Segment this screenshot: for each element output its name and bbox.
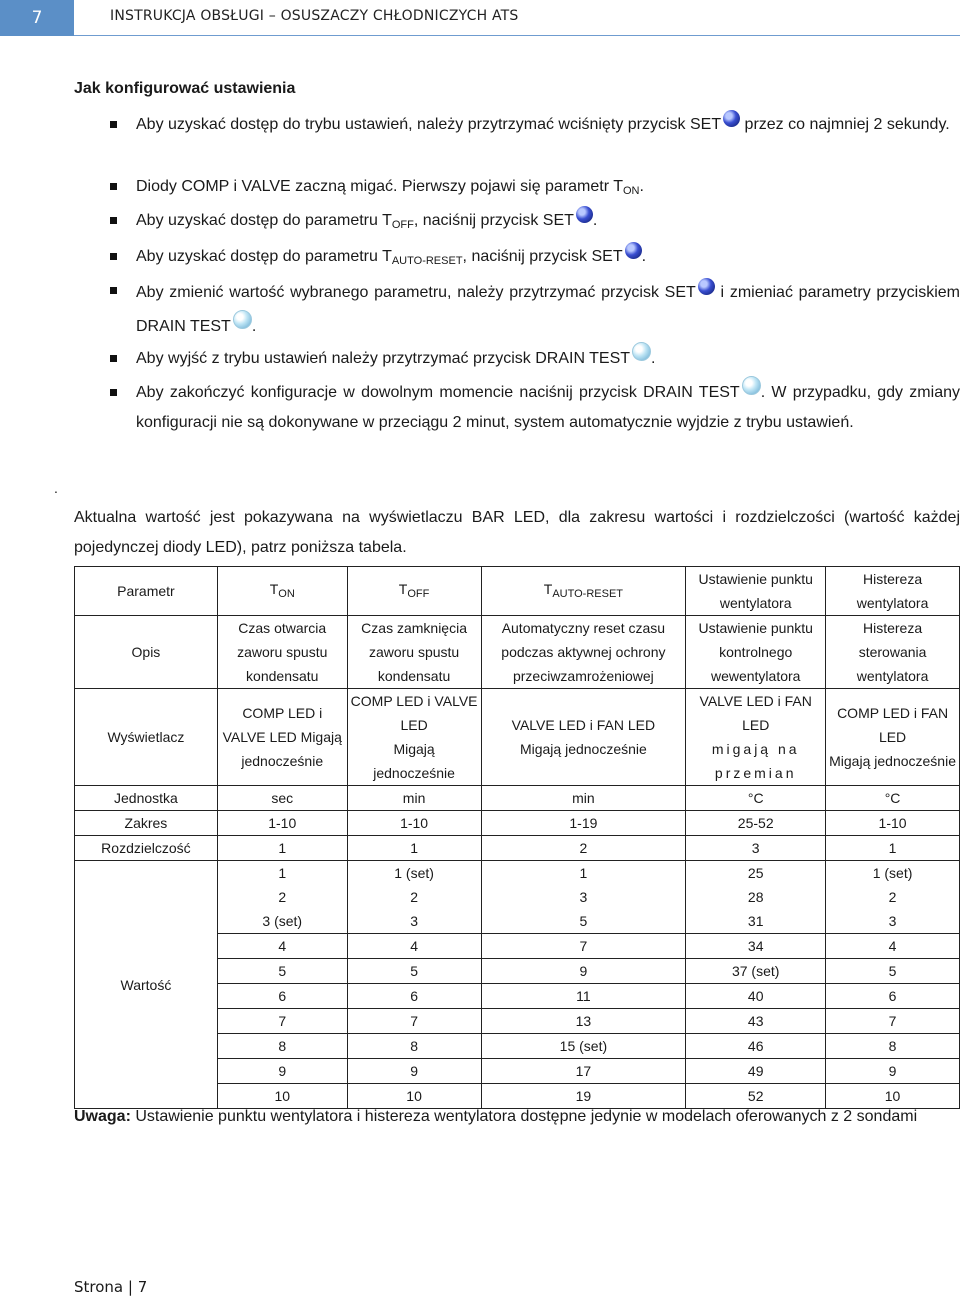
table-cell: 46 [686, 1034, 826, 1059]
table-cell: min [481, 786, 686, 811]
table-cell: Automatyczny reset czasu podczas aktywnej ochrony przeciwzamrożeniowej [481, 616, 686, 689]
bullet-square-icon [110, 355, 117, 362]
table-cell: VALVE LED i FAN LED migają na przemian [686, 689, 826, 786]
header-cell: Ustawienie punktu wentylatora [686, 567, 826, 616]
table-cell: Histereza sterowania wentylatora [826, 616, 960, 689]
table-cell: min [347, 786, 481, 811]
list-item: Diody COMP i VALVE zaczną migać. Pierwszy pojawi się parametr $T_{ON}$. [110, 172, 960, 206]
list-item: Aby uzyskać dostęp do parametru $T_{OFF}$, naciśnij przycisk SET . [110, 206, 960, 240]
table-cell: 1 (set) 2 3 [826, 861, 960, 934]
table-cell: 8 [347, 1034, 481, 1059]
list-item: Aby zakończyć konfiguracje w dowolnym momencie naciśnij przycisk DRAIN TEST . W przypadku, gdy zmiany konfiguracji nie są dokonywane w przeciągu 2 minut, system automatycznie wyjdzie z trybu ustawień. [110, 378, 960, 438]
bullet-square-icon [110, 287, 117, 294]
row-label: Zakres [75, 811, 218, 836]
table-cell: 1 [826, 836, 960, 861]
table-cell: 9 [826, 1059, 960, 1084]
header-cell: Histereza wentylatora [826, 567, 960, 616]
row-label: Rozdzielczość [75, 836, 218, 861]
table-cell: COMP LED i VALVE LED Migają jednocześnie [217, 689, 347, 786]
header-cell: $T_{ON}$ [217, 567, 347, 616]
table-cell: 1 [347, 836, 481, 861]
table-cell: 11 [481, 984, 686, 1009]
table-cell: 4 [826, 934, 960, 959]
table-header-row [75, 567, 960, 616]
parameter-table [74, 566, 960, 1109]
table-cell: 1-10 [217, 811, 347, 836]
header-title: INSTRUKCJA OBSŁUGI – OSUSZACZY CHŁODNICZYCH ATS [110, 8, 519, 24]
table-cell: 10 [347, 1084, 481, 1109]
bullet-square-icon [110, 253, 117, 260]
drain-test-button-icon [742, 376, 761, 395]
table-cell: 4 [217, 934, 347, 959]
table-cell: °C [826, 786, 960, 811]
table-row [75, 861, 960, 934]
header-cell: $T_{OFF}$ [347, 567, 481, 616]
table-cell: 1 3 5 [481, 861, 686, 934]
header-divider [74, 35, 960, 36]
set-button-icon [723, 110, 740, 127]
set-button-icon [576, 206, 593, 223]
table-cell: 7 [481, 934, 686, 959]
list-item: Aby uzyskać dostęp do parametru $T_{AUTO-RESET}$, naciśnij przycisk SET . [110, 242, 960, 276]
table-cell: 1-19 [481, 811, 686, 836]
table-cell: 6 [826, 984, 960, 1009]
table-cell: 1 2 3 (set) [217, 861, 347, 934]
table-cell: 6 [217, 984, 347, 1009]
table-cell: 43 [686, 1009, 826, 1034]
list-item: Aby zmienić wartość wybranego parametru, należy przytrzymać przycisk SET i zmieniać parametry przyciskiem DRAIN TEST . [110, 276, 960, 344]
drain-test-button-icon [233, 310, 252, 329]
table-cell: 25-52 [686, 811, 826, 836]
table-cell: 15 (set) [481, 1034, 686, 1059]
bullet-square-icon [110, 217, 117, 224]
header-cell: Parametr [75, 567, 218, 616]
header-page-number: 7 [0, 0, 74, 36]
table-cell: 2 [481, 836, 686, 861]
page-header [0, 0, 960, 36]
table-cell: Czas otwarcia zaworu spustu kondensatu [217, 616, 347, 689]
drain-test-button-icon [632, 342, 651, 361]
table-cell: COMP LED i FAN LED Migają jednocześnie [826, 689, 960, 786]
row-label: Wartość [75, 861, 218, 1109]
table-cell: 9 [347, 1059, 481, 1084]
table-cell: 13 [481, 1009, 686, 1034]
bullet-square-icon [110, 389, 117, 396]
table-cell: 7 [217, 1009, 347, 1034]
table-cell: 8 [826, 1034, 960, 1059]
table-cell: 37 (set) [686, 959, 826, 984]
set-button-icon [698, 278, 715, 295]
header-cell: $T_{AUTO-RESET}$ [481, 567, 686, 616]
table-row [75, 836, 960, 861]
bullet-square-icon [110, 121, 117, 128]
table-cell: 1-10 [347, 811, 481, 836]
table-cell: 17 [481, 1059, 686, 1084]
list-item: Aby wyjść z trybu ustawień należy przytrzymać przycisk DRAIN TEST . [110, 344, 960, 374]
bullet-square-icon [110, 183, 117, 190]
table-cell: 5 [826, 959, 960, 984]
table-cell: 9 [217, 1059, 347, 1084]
table-cell: 1 [217, 836, 347, 861]
table-cell: 10 [826, 1084, 960, 1109]
table-cell: 40 [686, 984, 826, 1009]
value-rows [75, 861, 960, 1109]
table-cell: 8 [217, 1034, 347, 1059]
table-cell: 1 (set) 2 3 [347, 861, 481, 934]
list-item: Aby uzyskać dostęp do trybu ustawień, należy przytrzymać wciśnięty przycisk SET przez co najmniej 2 sekundy. [110, 110, 960, 140]
table-cell: 7 [347, 1009, 481, 1034]
table-cell: 6 [347, 984, 481, 1009]
table-cell: VALVE LED i FAN LED Migają jednocześnie [481, 689, 686, 786]
table-cell: 7 [826, 1009, 960, 1034]
note-label: Uwaga: [74, 1108, 131, 1125]
table-cell: 34 [686, 934, 826, 959]
stray-dot: . [54, 480, 58, 496]
table-cell: 9 [481, 959, 686, 984]
table-cell: 10 [217, 1084, 347, 1109]
table-cell: sec [217, 786, 347, 811]
table-cell: 5 [347, 959, 481, 984]
table-row [75, 811, 960, 836]
table-cell: Czas zamknięcia zaworu spustu kondensatu [347, 616, 481, 689]
note-text: Ustawienie punktu wentylatora i histereza wentylatora dostępne jedynie w modelach oferowanych z 2 sondami [130, 1108, 918, 1125]
table-row [75, 689, 960, 786]
page-footer: Strona | 7 [74, 1278, 148, 1296]
table-cell: 4 [347, 934, 481, 959]
table-cell: COMP LED i VALVE LED Migają jednocześnie [347, 689, 481, 786]
set-button-icon [625, 242, 642, 259]
row-label: Jednostka [75, 786, 218, 811]
table-row [75, 616, 960, 689]
table-cell: 19 [481, 1084, 686, 1109]
table-cell: 5 [217, 959, 347, 984]
table-cell: Ustawienie punktu kontrolnego wewentylatora [686, 616, 826, 689]
table-row [75, 786, 960, 811]
row-label: Wyświetlacz [75, 689, 218, 786]
table-cell: 52 [686, 1084, 826, 1109]
section-title: Jak konfigurować ustawienia [74, 80, 296, 97]
table-cell: °C [686, 786, 826, 811]
table-cell: 49 [686, 1059, 826, 1084]
table-cell: 1-10 [826, 811, 960, 836]
note [74, 1102, 960, 1132]
table-cell: 25 28 31 [686, 861, 826, 934]
intro-paragraph: Aktualna wartość jest pokazywana na wyświetlaczu BAR LED, dla zakresu wartości i rozdzielczości (wartość każdej pojedynczej diody LED), patrz poniższa tabela. [74, 509, 960, 556]
row-label: Opis [75, 616, 218, 689]
table-cell: 3 [686, 836, 826, 861]
